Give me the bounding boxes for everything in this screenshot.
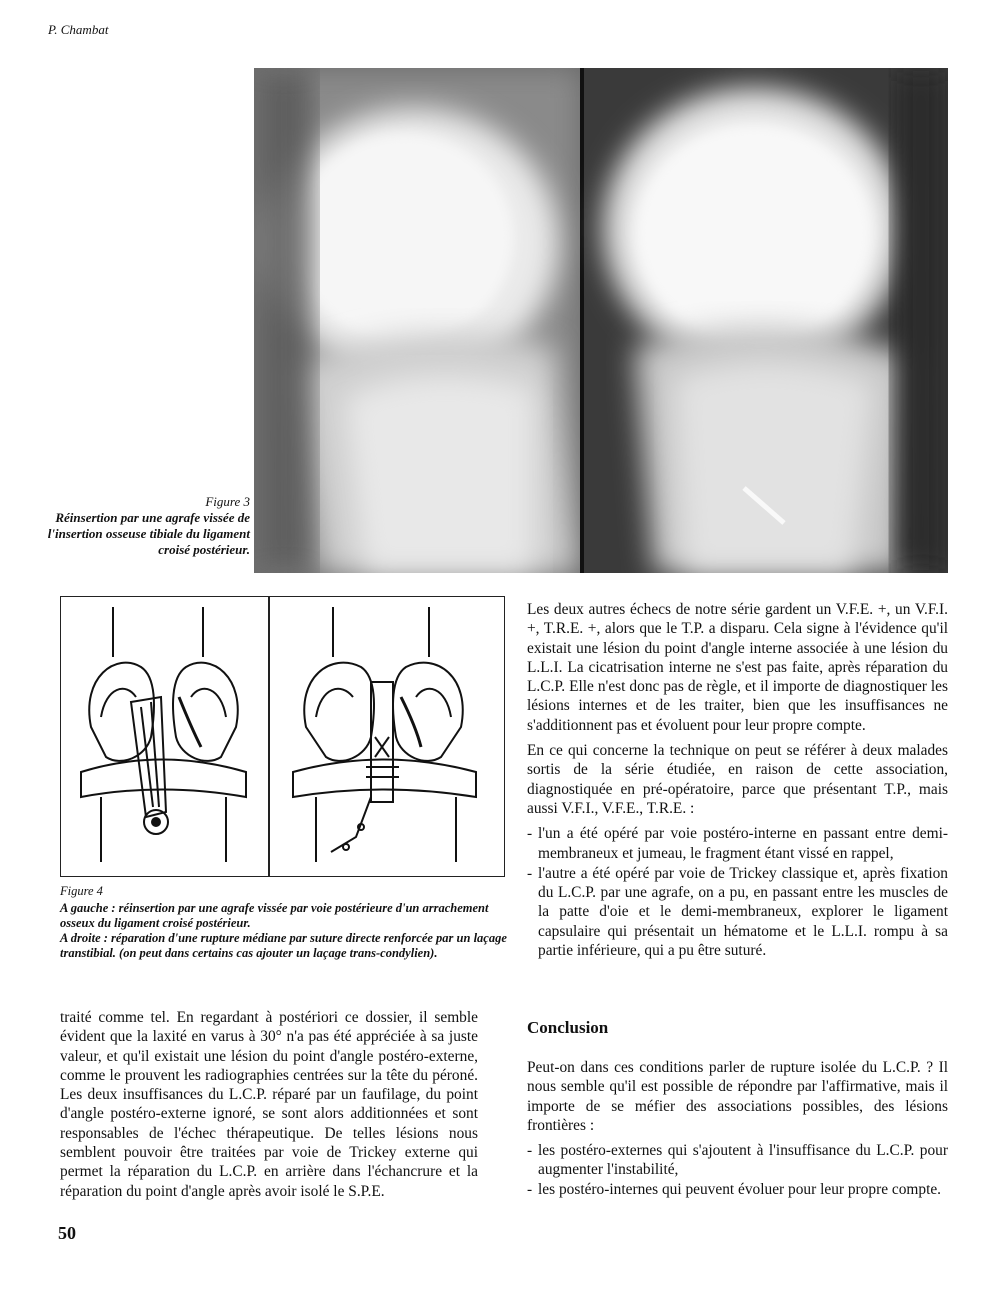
section-heading-conclusion: Conclusion — [527, 1018, 609, 1037]
right-paragraph-2: En ce qui concerne la technique on peut se référer à deux malades sortis de la série étudiée, en raison de cette association, diagnostiquée en pré-opératoire, parce que présentant T.P., mais aussi V.F.I., V.F.E., T.R.E. : — [527, 742, 948, 817]
list-item: - l'un a été opéré par voie postéro-interne en passant entre demi-membraneux et jumeau, le fragment étant vissé en rappel, — [527, 824, 948, 863]
conclusion-body — [527, 1058, 948, 1199]
list-item: - l'autre a été opéré par voie de Trickey classique et, après fixation du L.C.P. par une agrafe, on a pu, en passant entre les muscles de la patte d'oie et le demi-membraneux, explorer le ligament capsulaire qui présentait un hématome et le L.L.I. rompu à sa partie inférieure, qui a pu être suturé. — [527, 864, 948, 960]
figure4-left-drawing — [61, 597, 268, 875]
left-column — [60, 1008, 478, 1207]
xray-left-panel — [254, 68, 580, 573]
list-item: - les postéro-internes qui peuvent évoluer pour leur propre compte. — [527, 1180, 942, 1198]
list-item-text: les postéro-externes qui s'ajoutent à l'insuffisance du L.C.P. pour augmenter l'instabilité, — [538, 1142, 948, 1179]
xray-right-panel — [584, 68, 948, 573]
figure4-caption-right: A droite : réparation d'une rupture médiane par suture directe renforcée par un laçage transtibial. (on peut dans certains cas ajouter un laçage trans-condylien). — [60, 931, 507, 960]
left-paragraph-1: traité comme tel. En regardant à postériori ce dossier, il semble évident que la laxité en varus à 30° n'a pas été appréciée à sa juste valeur, et qu'il existait une lésion du point d'angle postéro-externe, comme le prouvent les radiographies centrées sur la tête du péroné. Les deux insuffisances du L.C.P. réparé par un faufilage, du point d'angle postéro-externe ignoré, se sont alors additionnées et sont responsables de l'échec thérapeutique. De telles lésions nous semblent pouvoir être traitées par voie de Trickey externe qui permet la réparation du L.C.P. en arrière dans l'échancrure et la réparation du point d'angle après avoir isolé le S.P.E. — [60, 1009, 478, 1200]
figure4-caption — [60, 884, 510, 961]
running-header-author: P. Chambat — [48, 22, 109, 37]
figure4-right-drawing — [271, 597, 504, 875]
xray-panel-divider — [580, 68, 584, 573]
figure3-label: Figure 3 — [205, 494, 250, 509]
figure4-label: Figure 4 — [60, 884, 103, 898]
figure4-caption-left: A gauche : réinsertion par une agrafe vissée par voie postérieure d'un arrachement osseux du ligament croisé postérieur. — [60, 901, 489, 930]
technique-list — [527, 824, 948, 960]
figure4-drawings — [60, 596, 505, 877]
conclusion-list — [527, 1141, 948, 1199]
list-item: - les postéro-externes qui s'ajoutent à l'insuffisance du L.C.P. pour augmenter l'instabilité, — [527, 1142, 948, 1179]
right-paragraph-1: Les deux autres échecs de notre série gardent un V.F.E. +, un V.F.I. +, T.R.E. +, alors que le T.P. a disparu. Cela signe à l'évidence qu'il existait une lésion du point d'angle interne associée à une lésion du L.L.I. La cicatrisation interne ne s'est pas faite, après réparation du L.C.P. Elle n'est donc pas de règle, et il importe de diagnostiquer les lésions internes et de les traiter, bien que les insuffisances ne s'additionnent pas et évoluent pour leur propre compte. — [527, 601, 948, 734]
figure3-caption-text: Réinsertion par une agrafe vissée de l'insertion osseuse tibiale du ligament croisé postérieur. — [47, 510, 250, 557]
figure3-caption — [40, 494, 250, 558]
conclusion-paragraph: Peut-on dans ces conditions parler de rupture isolée du L.C.P. ? Il nous semble qu'il est possible de répondre par l'affirmative, mais il importe de se méfier des associations possibles, des lésions frontières : — [527, 1059, 948, 1134]
figure4-divider — [268, 597, 270, 876]
page-number: 50 — [58, 1223, 76, 1243]
right-column — [527, 600, 948, 961]
figure3-xray-image — [254, 68, 948, 573]
list-item-text: les postéro-internes qui peuvent évoluer pour leur propre compte. — [538, 1180, 942, 1198]
